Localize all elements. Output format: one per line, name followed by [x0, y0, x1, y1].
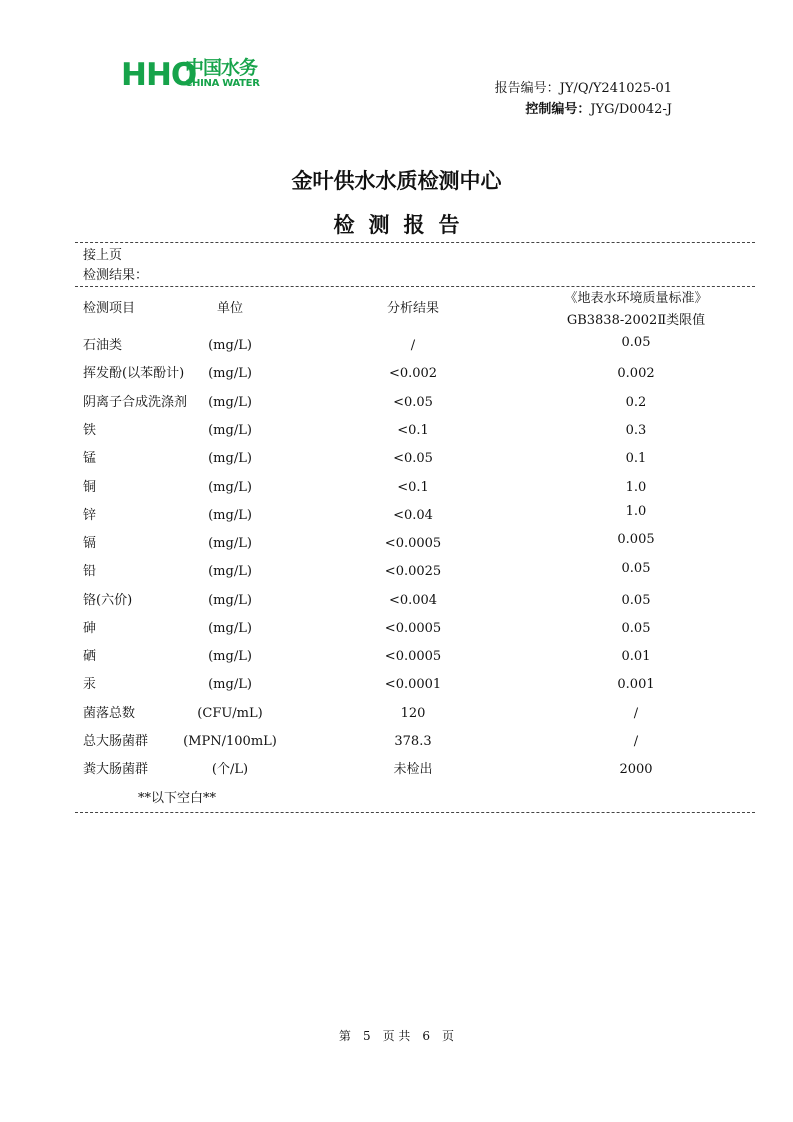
cell-limit: 0.005 [617, 532, 655, 547]
cell-item: 硒 [83, 649, 97, 664]
column-header-limit-line2: GB3838-2002Ⅱ类限值 [566, 313, 706, 328]
cell-result: <0.0025 [384, 564, 442, 579]
cell-item: 砷 [83, 621, 97, 636]
column-header-limit-line1: 《地表水环境质量标准》 [564, 291, 708, 306]
results-label: 检测结果： [83, 268, 149, 283]
cell-limit: 1.0 [625, 480, 647, 495]
cell-unit: (mg/L) [208, 423, 252, 438]
cell-limit: 0.05 [621, 621, 651, 636]
cell-unit: (MPN/100mL) [183, 734, 277, 749]
cell-limit: 0.05 [621, 335, 651, 350]
cell-limit: 0.002 [617, 366, 655, 381]
footer-total: 6 [422, 1029, 431, 1043]
control-number [525, 98, 672, 117]
cell-item: 阴离子合成洗涤剂 [83, 395, 188, 410]
report-number [495, 77, 672, 96]
column-header-result: 分析结果 [386, 301, 440, 316]
cell-result: 378.3 [394, 734, 432, 749]
footer-page: 5 [362, 1029, 371, 1043]
report-number-label: 报告编号： [494, 81, 560, 96]
company-logo [121, 58, 271, 92]
logo-name-cn: 中国水务 [185, 57, 258, 79]
cell-unit: (mg/L) [208, 338, 252, 353]
divider-bottom [75, 812, 755, 813]
cell-limit: 0.01 [621, 649, 651, 664]
cell-limit: 0.05 [621, 561, 651, 576]
cell-item: 粪大肠菌群 [83, 762, 149, 777]
report-number-value: JY/Q/Y241025-01 [559, 81, 672, 96]
cell-result: <0.0005 [384, 649, 442, 664]
cell-limit: 0.001 [617, 677, 655, 692]
cell-item: 挥发酚(以苯酚计) [83, 366, 185, 381]
cell-result: 未检出 [393, 762, 433, 777]
cell-limit: 2000 [619, 762, 653, 777]
cell-item: 锌 [83, 508, 97, 523]
cell-result: <0.1 [397, 480, 429, 495]
divider-header [75, 286, 755, 287]
cell-item: 石油类 [83, 338, 123, 353]
logo-name-en: CHINA WATER [185, 78, 260, 89]
column-header-unit: 单位 [216, 301, 244, 316]
footer-suffix: 页 [442, 1029, 455, 1043]
cell-unit: (mg/L) [208, 649, 252, 664]
cell-unit: (mg/L) [208, 677, 252, 692]
divider-top [75, 242, 755, 243]
cell-limit: 0.2 [625, 395, 647, 410]
cell-unit: (mg/L) [208, 395, 252, 410]
cell-limit: 0.05 [621, 593, 651, 608]
cell-item: 菌落总数 [83, 706, 136, 721]
blank-note: **以下空白** [138, 791, 217, 806]
cell-limit: / [633, 734, 639, 749]
cell-limit: 0.1 [625, 451, 647, 466]
cell-item: 铬(六价) [83, 593, 133, 608]
cell-result: <0.05 [393, 395, 433, 410]
cell-item: 铅 [83, 564, 97, 579]
cell-item: 铜 [83, 480, 97, 495]
cell-unit: (mg/L) [208, 366, 252, 381]
org-title: 金叶供水水质检测中心 [291, 169, 502, 193]
cell-item: 汞 [83, 677, 97, 692]
cell-result: <0.1 [397, 423, 429, 438]
cell-item: 锰 [83, 451, 97, 466]
cell-unit: (mg/L) [208, 564, 252, 579]
cell-limit: / [633, 706, 639, 721]
doc-title: 检测报告 [333, 213, 474, 237]
footer-prefix: 第 [338, 1029, 351, 1043]
cell-result: <0.0005 [384, 621, 442, 636]
cell-unit: (mg/L) [208, 536, 252, 551]
control-number-label: 控制编号： [525, 102, 591, 117]
cell-item: 铁 [83, 423, 97, 438]
cell-limit: 1.0 [625, 504, 647, 519]
cell-result: <0.0005 [384, 536, 442, 551]
cell-unit: (mg/L) [208, 480, 252, 495]
cell-result: <0.04 [393, 508, 433, 523]
cell-result: 120 [400, 706, 426, 721]
cell-unit: (mg/L) [208, 621, 252, 636]
cell-item: 总大肠菌群 [83, 734, 149, 749]
column-header-item: 检测项目 [83, 301, 136, 316]
cell-result: <0.05 [393, 451, 433, 466]
footer-mid: 页 共 [382, 1029, 411, 1043]
cell-unit: (mg/L) [208, 451, 252, 466]
cell-limit: 0.3 [625, 423, 647, 438]
cell-result: <0.002 [388, 366, 438, 381]
cell-unit: (个/L) [211, 762, 249, 777]
cell-item: 镉 [83, 536, 97, 551]
cell-unit: (mg/L) [208, 593, 252, 608]
cell-unit: (CFU/mL) [197, 706, 263, 721]
control-number-value: JYG/D0042-J [590, 102, 672, 117]
logo-mark: HHO [121, 57, 197, 93]
cell-unit: (mg/L) [208, 508, 252, 523]
cell-result: <0.004 [388, 593, 438, 608]
cell-result: <0.0001 [384, 677, 442, 692]
page-footer [0, 1027, 793, 1044]
continued-label: 接上页 [83, 248, 123, 263]
cell-result: / [410, 338, 416, 353]
